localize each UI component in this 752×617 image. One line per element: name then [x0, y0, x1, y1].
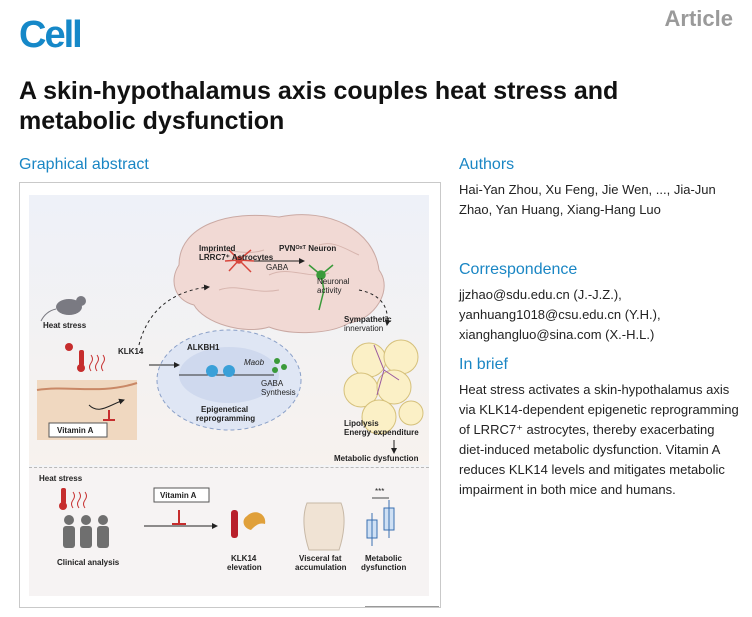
label-alkbh1: ALKBH1	[187, 343, 220, 352]
people-icon	[63, 515, 109, 548]
label-sympathetic: Sympathetic	[344, 315, 392, 324]
label-synthesis: Synthesis	[261, 388, 296, 397]
label-energy-expenditure: Energy expenditure	[344, 428, 419, 437]
clinical-panel	[29, 467, 429, 596]
label-epigenetical: Epigenetical	[201, 405, 249, 414]
label-gaba-mid: GABA	[261, 379, 284, 388]
label-pvn-neuron: PVNᴼˣᵀ Neuron	[279, 244, 337, 253]
correspondence-email-2[interactable]: yanhuang1018@csu.edu.cn (Y.H.),	[459, 307, 661, 322]
label-innervation: innervation	[344, 324, 384, 333]
torso-icon	[304, 503, 344, 550]
label-stars: ***	[375, 487, 385, 496]
in-brief-heading: In brief	[459, 356, 508, 373]
graphical-abstract-heading: Graphical abstract	[19, 156, 149, 173]
label-activity: activity	[317, 286, 342, 295]
label-neuronal: Neuronal	[317, 277, 350, 286]
label-metabolic-bottom: Metabolic	[365, 554, 402, 563]
kidney-icon	[244, 512, 266, 530]
label-accumulation: accumulation	[295, 563, 347, 572]
label-klk14-bottom: KLK14	[231, 554, 257, 563]
label-heat-stress-bottom: Heat stress	[39, 474, 83, 483]
label-gaba-top: GABA	[266, 263, 289, 272]
label-heat-stress: Heat stress	[43, 321, 87, 330]
label-klk14: KLK14	[118, 347, 144, 356]
label-metabolic-dysfunction-top: Metabolic dysfunction	[334, 454, 419, 463]
thermometer-icon	[61, 488, 66, 504]
mechanism-panel	[29, 195, 429, 465]
label-lrrc7-astrocytes: LRRC7⁺ Astrocytes	[199, 253, 274, 262]
box-plot-icon	[367, 498, 394, 546]
graphical-abstract-panel	[29, 195, 429, 595]
label-imprinted: Imprinted	[199, 244, 236, 253]
label-maob: Maob	[244, 358, 265, 367]
label-reprogramming: reprogramming	[196, 414, 256, 423]
thermometer-icon	[79, 350, 84, 366]
paper-title: A skin-hypothalamus axis couples heat stress and metabolic dysfunction	[19, 77, 619, 135]
label-lipolysis: Lipolysis	[344, 419, 379, 428]
authors-list: Hai-Yan Zhou, Xu Feng, Jie Wen, ..., Jia-Jun Zhao, Yan Huang, Xiang-Hang Luo	[459, 182, 716, 217]
in-brief-text: Heat stress activates a skin-hypothalamus axis via KLK14-dependent epigenetic reprogramming of LRRC7⁺ astrocytes, thereby exacerbating diet-induced metabolic dysfunction. Vitamin A reduces KLK14 levels and mitigates metabolic impairment in both mice and humans.	[459, 382, 739, 497]
figure-rule	[365, 606, 439, 607]
label-dysfunction-bottom: dysfunction	[361, 563, 407, 572]
graphical-abstract-figure	[19, 182, 441, 608]
label-vitamin-a-bottom: Vitamin A	[160, 491, 197, 500]
correspondence-heading: Correspondence	[459, 261, 578, 278]
label-visceral-fat: Visceral fat	[299, 554, 342, 563]
article-type-label: Article	[664, 6, 733, 31]
correspondence-section	[459, 261, 744, 345]
correspondence-email-1[interactable]: jjzhao@sdu.edu.cn (J.-J.Z.),	[459, 287, 622, 302]
correspondence-email-3[interactable]: xianghangluo@sina.com (X.-H.L.)	[459, 327, 655, 342]
in-brief-section	[459, 356, 744, 500]
label-elevation: elevation	[227, 563, 262, 572]
authors-heading: Authors	[459, 156, 515, 173]
journal-logo: Cell	[19, 14, 81, 56]
label-vitamin-a-skin: Vitamin A	[57, 426, 94, 435]
authors-section	[459, 156, 744, 220]
label-clinical-analysis: Clinical analysis	[57, 558, 120, 567]
blood-tube-icon	[231, 510, 238, 538]
clinical-illustration	[29, 468, 429, 596]
